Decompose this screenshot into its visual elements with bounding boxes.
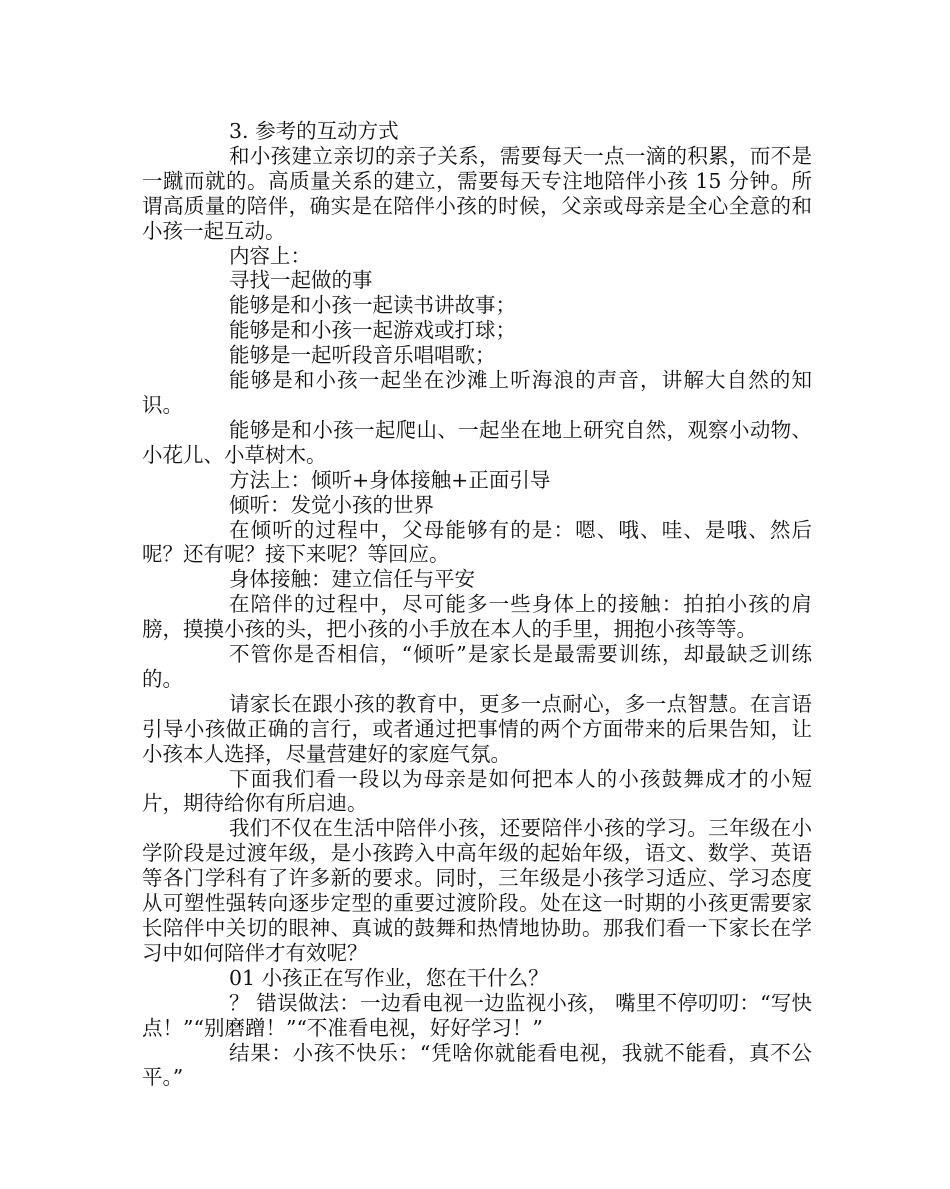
paragraph: 01 小孩正在写作业，您在干什么？ <box>229 965 549 990</box>
paragraph: 内容上： <box>229 243 311 268</box>
paragraph: ？ 错误做法：一边看电视一边监视小孩， 嘴里不停叨叨：“写快点！”“别磨蹭！”“不准看电视，好好学习！” <box>142 990 812 1040</box>
paragraph: 我们不仅在生活中陪伴小孩，还要陪伴小孩的学习。三年级在小学阶段是过渡年级，是小孩跨入中高年级的起始年级，语文、数学、英语等各门学科有了许多新的要求。同时，三年级是小孩学习适应、学习态度从可塑性强转向逐步定型的重要过渡阶段。处在这一时期的小孩更需要家长陪伴中关切的眼神、真诚的鼓舞和热情地协助。那我们看一下家长在学习中如何陪伴才有效呢？ <box>142 816 812 965</box>
paragraph: 寻找一起做的事 <box>229 268 373 293</box>
list-item: 能够是一起听段音乐唱唱歌； <box>229 343 496 368</box>
paragraph: 和小孩建立亲切的亲子关系，需要每天一点一滴的积累，而不是一蹴而就的。高质量关系的建立，需要每天专注地陪伴小孩 15 分钟。所谓高质量的陪伴，确实是在陪伴小孩的时候，父亲或母亲是全心全意的和小孩一起互动。 <box>142 143 812 243</box>
paragraph: 在倾听的过程中，父母能够有的是：嗯、哦、哇、是哦、然后呢？还有呢？接下来呢？等回应。 <box>142 517 812 567</box>
paragraph: 请家长在跟小孩的教育中，更多一点耐心，多一点智慧。在言语引导小孩做正确的言行，或者通过把事情的两个方面带来的后果告知，让小孩本人选择，尽量营建好的家庭气氛。 <box>142 691 812 766</box>
paragraph: 不管你是否相信，“倾听”是家长是最需要训练，却最缺乏训练的。 <box>142 642 812 691</box>
paragraph: 方法上：倾听+身体接触+正面引导 <box>229 467 551 492</box>
list-item: 能够是和小孩一起读书讲故事； <box>229 293 516 318</box>
section-heading: 3. 参考的互动方式 <box>229 119 399 143</box>
paragraph: 结果：小孩不快乐：“凭啥你就能看电视，我就不能看，真不公平。” <box>142 1040 812 1090</box>
list-item: 能够是和小孩一起爬山、一起坐在地上研究自然，观察小动物、小花儿、小草树木。 <box>142 417 812 467</box>
paragraph: 下面我们看一段以为母亲是如何把本人的小孩鼓舞成才的小短片，期待给你有所启迪。 <box>142 766 812 816</box>
document-body <box>142 119 812 1090</box>
list-item: 能够是和小孩一起坐在沙滩上听海浪的声音，讲解大自然的知识。 <box>142 368 812 417</box>
paragraph: 在陪伴的过程中，尽可能多一些身体上的接触：拍拍小孩的肩膀，摸摸小孩的头，把小孩的小手放在本人的手里，拥抱小孩等等。 <box>142 592 812 642</box>
paragraph: 倾听：发觉小孩的世界 <box>229 492 434 517</box>
paragraph: 身体接触：建立信任与平安 <box>229 567 475 592</box>
list-item: 能够是和小孩一起游戏或打球； <box>229 318 516 343</box>
